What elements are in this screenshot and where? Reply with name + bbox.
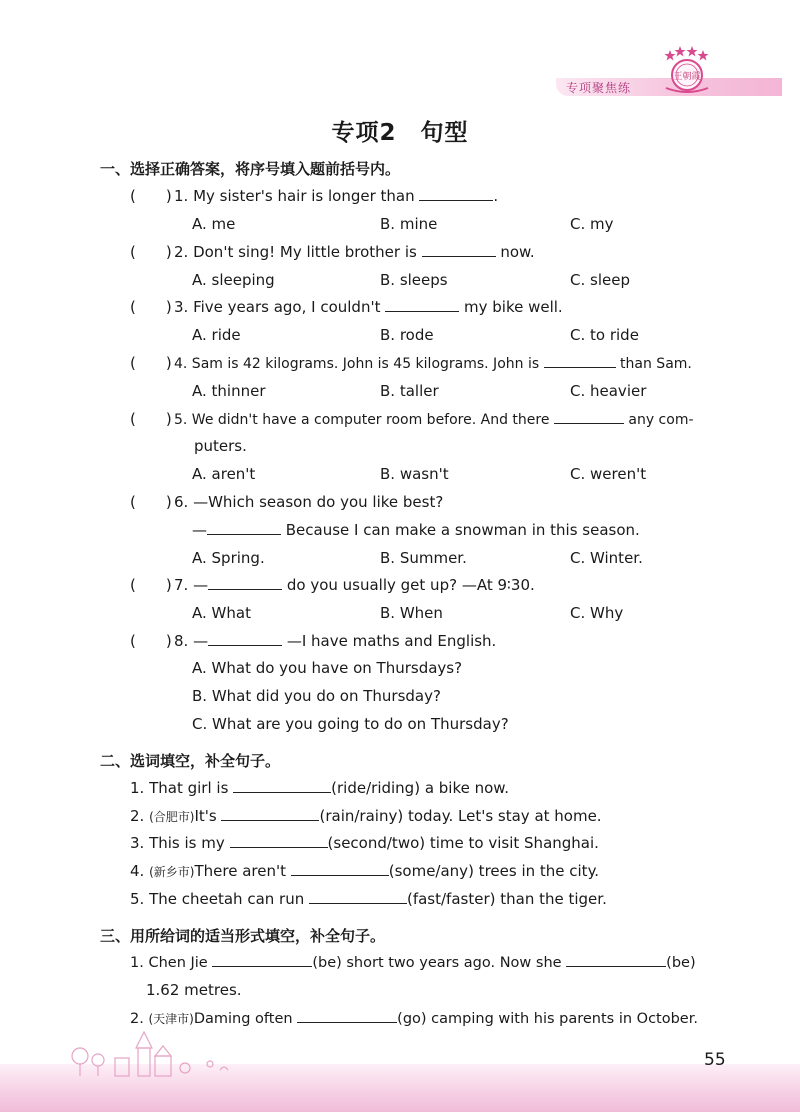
answer-blank[interactable]: [297, 1008, 397, 1023]
option-c: C. sleep: [570, 271, 630, 289]
question-5: 5. We didn't have a computer room before. And there any com-: [174, 409, 694, 430]
answer-blank[interactable]: [422, 242, 496, 257]
fill-item-1: 1. That girl is (ride/riding) a bike now.: [130, 779, 509, 797]
option-b: B. rode: [380, 326, 434, 344]
option-c: C. weren't: [570, 465, 647, 483]
option-c: C. heavier: [570, 382, 647, 400]
section1-heading: 一、选择正确答案，将序号填入题前括号内。: [100, 160, 401, 178]
answer-paren: ( ): [130, 576, 172, 594]
option-c: C. Winter.: [570, 549, 643, 567]
answer-blank[interactable]: [230, 833, 328, 848]
answer-blank[interactable]: [221, 806, 319, 821]
section2-heading: 二、选词填空，补全句子。: [100, 752, 281, 770]
city-tag: (新乡市): [149, 865, 195, 879]
option-b: B. mine: [380, 215, 438, 233]
answer-paren: ( ): [130, 243, 172, 261]
answer-paren: ( ): [130, 354, 172, 372]
answer-blank[interactable]: [208, 575, 282, 590]
question-1: 1. My sister's hair is longer than .: [174, 187, 499, 205]
question-7: 7. — do you usually get up? —At 9∶30.: [174, 576, 535, 594]
fill-item-4: 4. (新乡市)There aren't (some/any) trees in the city.: [130, 862, 600, 880]
option-b: B. When: [380, 604, 443, 622]
question-4: 4. Sam is 42 kilograms. John is 45 kilograms. John is than Sam.: [174, 353, 692, 374]
fill-item-3: 3. This is my (second/two) time to visit Shanghai.: [130, 834, 599, 852]
option-a: A. ride: [192, 326, 241, 344]
option-a: A. aren't: [192, 465, 256, 483]
answer-blank[interactable]: [385, 297, 459, 312]
option-b: B. taller: [380, 382, 439, 400]
answer-paren: ( ): [130, 493, 172, 511]
option-a: A. What: [192, 604, 251, 622]
option-b: B. What did you do on Thursday?: [192, 687, 441, 705]
option-b: B. Summer.: [380, 549, 467, 567]
answer-blank[interactable]: [566, 952, 666, 967]
header-ribbon-label: 专项聚焦练: [566, 81, 632, 95]
answer-blank[interactable]: [212, 952, 312, 967]
city-tag: (天津市): [148, 1012, 194, 1026]
option-a: A. Spring.: [192, 549, 265, 567]
fill-item-5: 5. The cheetah can run (fast/faster) than the tiger.: [130, 890, 607, 908]
answer-blank[interactable]: [233, 778, 331, 793]
answer-blank[interactable]: [207, 520, 281, 535]
option-c: C. to ride: [570, 326, 639, 344]
question-5-cont: puters.: [194, 437, 247, 455]
option-a: A. What do you have on Thursdays?: [192, 659, 463, 677]
option-b: B. sleeps: [380, 271, 448, 289]
answer-blank[interactable]: [419, 186, 493, 201]
answer-paren: ( ): [130, 298, 172, 316]
page-title: 专项2 句型: [331, 120, 469, 146]
question-3: 3. Five years ago, I couldn't my bike well.: [174, 298, 563, 316]
answer-paren: ( ): [130, 410, 172, 428]
form-item-1: 1. Chen Jie (be) short two years ago. Now she (be): [130, 952, 696, 973]
option-a: A. me: [192, 215, 236, 233]
option-c: C. my: [570, 215, 614, 233]
answer-blank[interactable]: [554, 409, 624, 424]
option-a: A. thinner: [192, 382, 266, 400]
city-tag: (合肥市): [149, 810, 195, 824]
answer-blank[interactable]: [309, 889, 407, 904]
answer-blank[interactable]: [291, 861, 389, 876]
page-number: 55: [704, 1050, 726, 1070]
option-a: A. sleeping: [192, 271, 275, 289]
castle-decoration-icon: [60, 1018, 240, 1078]
question-6-line2: — Because I can make a snowman in this season.: [192, 521, 640, 539]
form-item-2: 2. (天津市)Daming often (go) camping with his parents in October.: [130, 1008, 698, 1029]
answer-paren: ( ): [130, 187, 172, 205]
answer-blank[interactable]: [544, 353, 616, 368]
fill-item-2: 2. (合肥市)It's (rain/rainy) today. Let's stay at home.: [130, 807, 602, 825]
option-b: B. wasn't: [380, 465, 449, 483]
publisher-badge-icon: [660, 44, 714, 94]
section3-heading: 三、用所给词的适当形式填空，补全句子。: [100, 927, 386, 945]
question-2: 2. Don't sing! My little brother is now.: [174, 243, 535, 261]
question-8: 8. — —I have maths and English.: [174, 632, 497, 650]
form-item-1-cont: 1.62 metres.: [146, 981, 242, 999]
badge-text: 王朝霞: [673, 72, 701, 82]
question-6: 6. —Which season do you like best?: [174, 493, 444, 511]
answer-blank[interactable]: [208, 631, 282, 646]
answer-paren: ( ): [130, 632, 172, 650]
option-c: C. Why: [570, 604, 624, 622]
option-c: C. What are you going to do on Thursday?: [192, 715, 509, 733]
